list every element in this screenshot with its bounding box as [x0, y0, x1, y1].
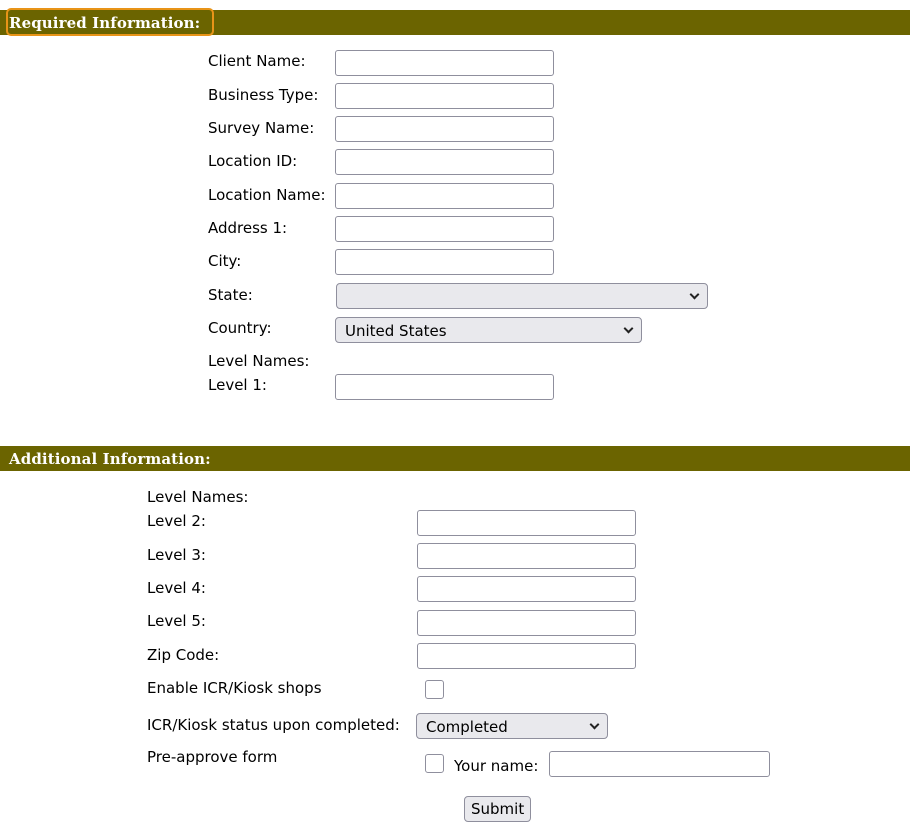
icr-status-label: ICR/Kiosk status upon completed: — [147, 716, 400, 734]
level1-input[interactable] — [335, 374, 554, 400]
chevron-down-icon — [690, 290, 700, 300]
country-label: Country: — [208, 319, 272, 337]
zip-code-input[interactable] — [417, 643, 636, 669]
enable-icr-checkbox[interactable] — [425, 680, 444, 699]
your-name-input[interactable] — [549, 751, 770, 777]
state-label: State: — [208, 286, 253, 304]
chevron-down-icon — [624, 324, 634, 334]
location-id-input[interactable] — [335, 149, 554, 175]
city-label: City: — [208, 252, 242, 270]
level4-input[interactable] — [417, 576, 636, 602]
level2-label: Level 2: — [147, 512, 206, 530]
enable-icr-label: Enable ICR/Kiosk shops — [147, 679, 322, 697]
location-name-input[interactable] — [335, 183, 554, 209]
icr-status-select-value: Completed — [426, 718, 508, 736]
additional-level-names-label: Level Names: — [147, 488, 249, 506]
address1-input[interactable] — [335, 216, 554, 242]
icr-status-select[interactable] — [416, 713, 608, 739]
additional-info-header — [0, 446, 910, 471]
your-name-label: Your name: — [454, 757, 539, 775]
location-id-label: Location ID: — [208, 152, 298, 170]
required-info-title: Required Information: — [9, 14, 201, 32]
country-select[interactable] — [335, 317, 642, 343]
level4-label: Level 4: — [147, 579, 206, 597]
level-names-label: Level Names: — [208, 352, 310, 370]
level3-input[interactable] — [417, 543, 636, 569]
required-info-header — [0, 10, 910, 35]
address1-label: Address 1: — [208, 219, 288, 237]
country-select-value: United States — [345, 322, 447, 340]
client-name-label: Client Name: — [208, 52, 306, 70]
preapprove-label: Pre-approve form — [147, 748, 278, 766]
location-name-label: Location Name: — [208, 186, 326, 204]
survey-name-label: Survey Name: — [208, 119, 315, 137]
state-select[interactable] — [336, 283, 708, 309]
client-name-input[interactable] — [335, 50, 554, 76]
level3-label: Level 3: — [147, 546, 206, 564]
city-input[interactable] — [335, 249, 554, 275]
zip-code-label: Zip Code: — [147, 646, 220, 664]
submit-button[interactable]: Submit — [464, 796, 531, 822]
level5-input[interactable] — [417, 610, 636, 636]
level2-input[interactable] — [417, 510, 636, 536]
chevron-down-icon — [590, 720, 600, 730]
level5-label: Level 5: — [147, 612, 206, 630]
survey-name-input[interactable] — [335, 116, 554, 142]
level1-label: Level 1: — [208, 376, 267, 394]
additional-info-title: Additional Information: — [9, 450, 211, 468]
business-type-label: Business Type: — [208, 86, 319, 104]
preapprove-checkbox[interactable] — [425, 754, 444, 773]
business-type-input[interactable] — [335, 83, 554, 109]
